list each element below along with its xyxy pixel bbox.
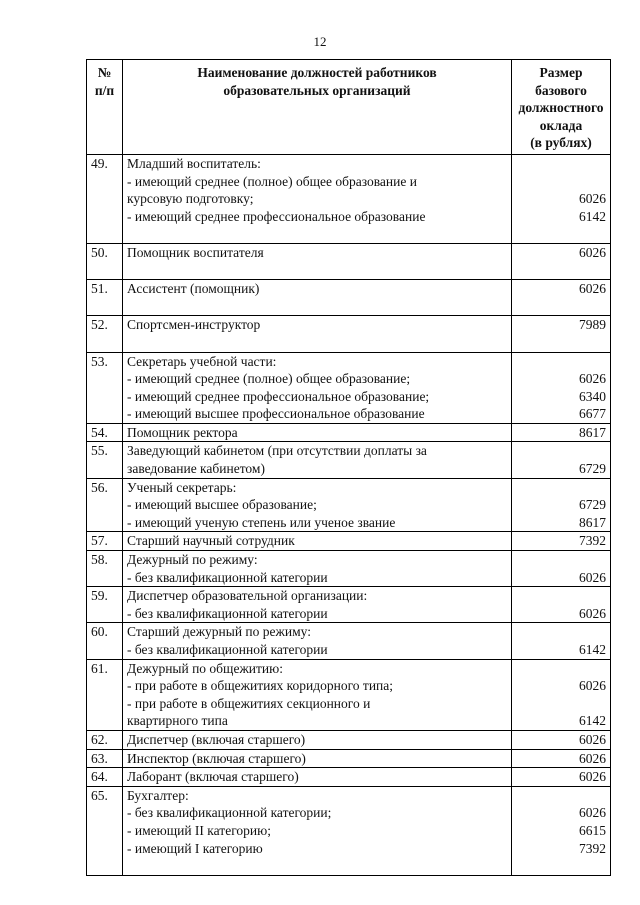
position-line: - имеющий среднее (полное) общее образование и (127, 173, 417, 189)
position-name (123, 316, 512, 352)
position-line: Секретарь учебной части: (127, 353, 277, 369)
position-line: - при работе в общежитиях коридорного типа; (127, 678, 394, 694)
position-name (123, 154, 512, 243)
salary-line: 6026 (579, 569, 606, 585)
table-row (87, 352, 611, 423)
position-line: - без квалификационной категории; (127, 805, 332, 821)
row-number: 49. (87, 154, 123, 243)
salary-line (516, 479, 606, 497)
column-header-salary (512, 60, 611, 155)
salary-amount (512, 730, 611, 749)
position-name (123, 659, 512, 730)
row-number: 52. (87, 316, 123, 352)
table-row (87, 730, 611, 749)
row-number: 53. (87, 352, 123, 423)
salary-line (516, 173, 606, 191)
salary-line (516, 442, 606, 460)
salary-line: 6142 (579, 208, 606, 224)
page-number: 12 (313, 34, 327, 49)
position-line: - имеющий ученую степень или ученое звание (127, 514, 396, 530)
salary-line: 6026 (579, 678, 606, 694)
row-spacer (127, 225, 507, 243)
header-line: п/п (94, 82, 115, 98)
table-row (87, 478, 611, 532)
salary-line: 7392 (579, 840, 606, 856)
position-line: Бухгалтер: (127, 787, 189, 803)
position-line: Диспетчер (включая старшего) (127, 731, 306, 747)
row-number: 62. (87, 730, 123, 749)
salary-amount (512, 659, 611, 730)
table-row (87, 316, 611, 352)
row-number: 58. (87, 551, 123, 587)
position-line: Помощник воспитателя (127, 244, 264, 260)
table-row (87, 587, 611, 623)
position-line: Ученый секретарь: (127, 479, 237, 495)
header-line: оклада (539, 117, 583, 133)
column-header-position (123, 60, 512, 155)
salary-amount (512, 749, 611, 768)
row-number: 50. (87, 243, 123, 279)
position-name (123, 730, 512, 749)
position-name (123, 786, 512, 875)
table-row (87, 154, 611, 243)
header-line: образовательных организаций (223, 82, 411, 98)
table-header-row (87, 60, 611, 155)
row-number: 56. (87, 478, 123, 532)
header-line: (в рублях) (530, 135, 592, 151)
position-name (123, 768, 512, 787)
salary-line: 6026 (579, 244, 606, 260)
salary-line: 6026 (579, 371, 606, 387)
salary-amount (512, 786, 611, 875)
salary-amount (512, 154, 611, 243)
position-line: Инспектор (включая старшего) (127, 750, 306, 766)
position-name (123, 243, 512, 279)
salary-line: 8617 (579, 424, 606, 440)
salary-line: 6026 (579, 769, 606, 785)
position-line: Старший научный сотрудник (127, 533, 295, 549)
row-number: 55. (87, 442, 123, 478)
salary-line: 8617 (579, 514, 606, 530)
row-number: 65. (87, 786, 123, 875)
salary-line (516, 155, 606, 173)
position-line: - имеющий среднее (полное) общее образование; (127, 371, 411, 387)
position-line: - без квалификационной категории (127, 569, 328, 585)
position-name (123, 551, 512, 587)
salary-line: 6026 (579, 281, 606, 297)
table-row (87, 551, 611, 587)
salary-line (516, 587, 606, 605)
table-row (87, 423, 611, 442)
salary-amount (512, 280, 611, 316)
salary-amount (512, 423, 611, 442)
position-name (123, 352, 512, 423)
row-spacer (127, 857, 507, 875)
salary-amount (512, 442, 611, 478)
row-number: 59. (87, 587, 123, 623)
position-line: - имеющий высшее образование; (127, 497, 317, 513)
row-number: 64. (87, 768, 123, 787)
position-name (123, 587, 512, 623)
position-line: Диспетчер образовательной организации: (127, 588, 368, 604)
row-number: 57. (87, 532, 123, 551)
position-name (123, 532, 512, 551)
table-row (87, 749, 611, 768)
position-line: - имеющий среднее профессиональное образование; (127, 388, 430, 404)
salary-table (86, 59, 611, 876)
position-name (123, 280, 512, 316)
header-line: Размер базового (535, 65, 587, 98)
salary-line: 6677 (579, 406, 606, 422)
position-name (123, 623, 512, 659)
position-line: квартирного типа (127, 713, 228, 729)
salary-line (516, 660, 606, 678)
table-row (87, 659, 611, 730)
table-row (87, 786, 611, 875)
row-number: 54. (87, 423, 123, 442)
table-row (87, 243, 611, 279)
position-line: Дежурный по общежитию: (127, 660, 283, 676)
table-row (87, 280, 611, 316)
position-line: - без квалификационной категории (127, 642, 328, 657)
salary-amount (512, 478, 611, 532)
salary-line (516, 787, 606, 805)
header-line: должностного (518, 100, 604, 116)
position-line: Ассистент (помощник) (127, 281, 260, 297)
table-row (87, 623, 611, 659)
salary-line: 6615 (579, 822, 606, 838)
salary-line: 6026 (579, 605, 606, 621)
salary-line: 6142 (579, 713, 606, 729)
salary-amount (512, 352, 611, 423)
salary-line: 6026 (579, 191, 606, 207)
position-line: Помощник ректора (127, 424, 238, 440)
salary-line: 6026 (579, 750, 606, 766)
salary-amount (512, 587, 611, 623)
row-number: 61. (87, 659, 123, 730)
row-number: 60. (87, 623, 123, 659)
salary-line (516, 695, 606, 713)
salary-line: 7989 (579, 317, 606, 333)
header-line: № (97, 65, 112, 80)
position-line: Младший воспитатель: (127, 155, 261, 171)
salary-line (516, 353, 606, 371)
table-row (87, 442, 611, 478)
row-spacer (127, 298, 507, 316)
position-line: Старший дежурный по режиму: (127, 624, 311, 640)
row-spacer (127, 334, 507, 352)
salary-line: 6340 (579, 388, 606, 404)
position-line: Дежурный по режиму: (127, 552, 258, 568)
header-line: Наименование должностей работников (197, 65, 437, 80)
salary-line: 6142 (579, 642, 606, 657)
column-header-number (87, 60, 123, 155)
position-line: Лаборант (включая старшего) (127, 769, 299, 785)
row-number: 51. (87, 280, 123, 316)
position-line: курсовую подготовку; (127, 191, 254, 207)
table-row (87, 768, 611, 787)
position-line: - без квалификационной категории (127, 605, 328, 621)
table-row (87, 532, 611, 551)
salary-amount (512, 623, 611, 659)
salary-line: 6026 (579, 805, 606, 821)
position-line: - имеющий I категорию (127, 840, 263, 856)
salary-line: 6026 (579, 731, 606, 747)
position-name (123, 423, 512, 442)
position-line: - имеющий II категорию; (127, 822, 271, 838)
salary-amount (512, 316, 611, 352)
position-name (123, 749, 512, 768)
position-line: - имеющий среднее профессиональное образование (127, 208, 426, 224)
salary-amount (512, 768, 611, 787)
position-line: заведование кабинетом) (127, 461, 265, 477)
row-number: 63. (87, 749, 123, 768)
salary-line: 6729 (579, 497, 606, 513)
salary-amount (512, 551, 611, 587)
salary-line (516, 551, 606, 569)
row-spacer (127, 262, 507, 280)
position-name (123, 478, 512, 532)
position-line: Спортсмен-инструктор (127, 317, 261, 333)
position-line: Заведующий кабинетом (при отсутствии доплаты за (127, 443, 427, 459)
salary-amount (512, 243, 611, 279)
position-line: - при работе в общежитиях секционного и (127, 695, 371, 711)
salary-line (516, 623, 606, 641)
salary-line: 6729 (579, 461, 606, 477)
salary-amount (512, 532, 611, 551)
position-name (123, 442, 512, 478)
position-line: - имеющий высшее профессиональное образование (127, 406, 425, 422)
salary-line: 7392 (579, 533, 606, 549)
